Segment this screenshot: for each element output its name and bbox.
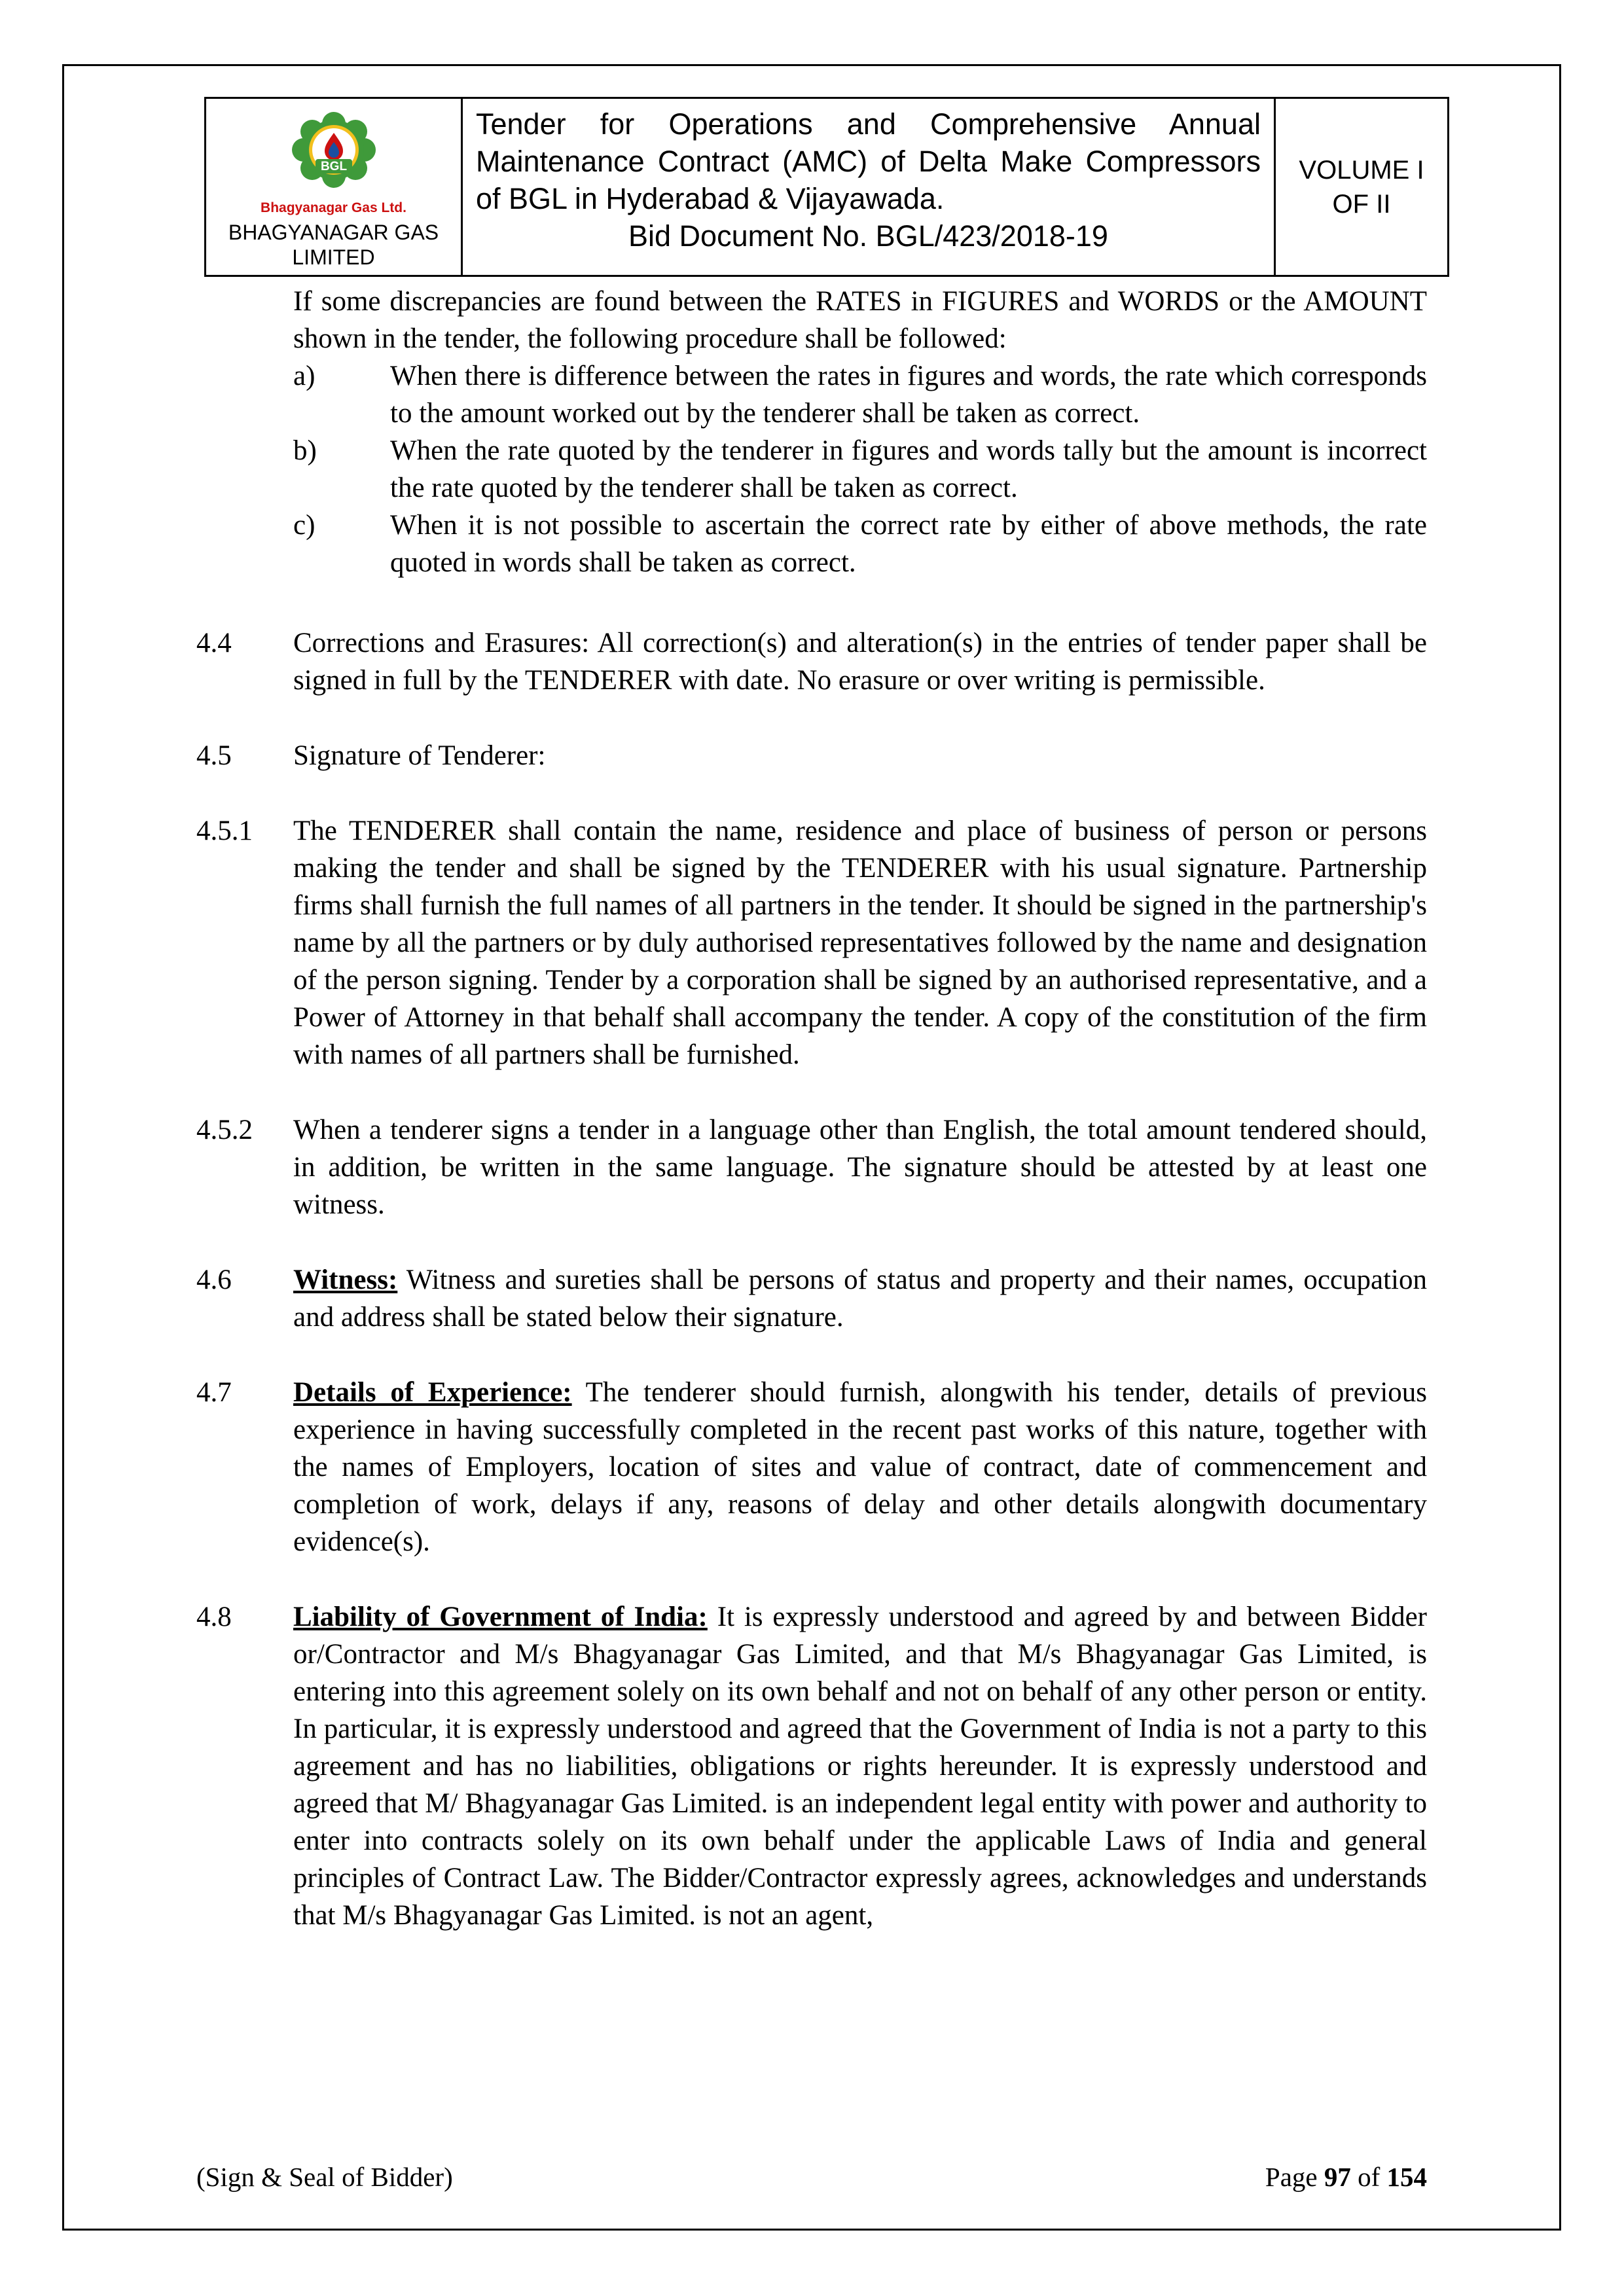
- list-item-a: [293, 357, 1427, 432]
- list-item-b: [293, 432, 1427, 507]
- section-number: 4.5.1: [196, 816, 253, 846]
- section-body: [293, 1111, 1427, 1223]
- list-item-label: c): [293, 510, 316, 541]
- intro-paragraph: If some discrepancies are found between the RATES in FIGURES and WORDS or the AMOUNT shown in the tender, the following procedure shall be followed:: [293, 286, 1427, 354]
- volume-line2: OF II: [1332, 189, 1391, 219]
- page-label: Page: [1265, 2162, 1318, 2192]
- section-text: Signature of Tenderer:: [293, 740, 546, 771]
- volume-line1: VOLUME I: [1299, 155, 1424, 185]
- sign-seal-text: (Sign & Seal of Bidder): [196, 2162, 453, 2192]
- title-cell: [463, 99, 1276, 275]
- header-table: [204, 97, 1449, 277]
- list-item-label: b): [293, 435, 317, 466]
- section-text: Witness and sureties shall be persons of status and property and their names, occupation and address shall be stated below their signature.: [293, 1265, 1427, 1333]
- section-4-7: [196, 1374, 1427, 1560]
- section-body: [293, 1261, 1427, 1336]
- page-total: 154: [1386, 2162, 1427, 2192]
- section-number: 4.7: [196, 1377, 232, 1408]
- section-4-5-2: [196, 1111, 1427, 1223]
- section-number: 4.5.2: [196, 1115, 253, 1145]
- bgl-logo-icon: [281, 104, 386, 199]
- section-text: It is expressly understood and agreed by and between Bidder or/Contractor and M/s Bhagyanagar Gas Limited, and that M/s Bhagyanagar Gas Limited, is entering into this agreement solely on its own behalf and not on behalf of any other person or entity. In particular, it is expressly understood and agreed that the Government of India is not a party to this agreement and has no liabilities, obligations or rights hereunder. It is expressly understood and agreed that M/ Bhagyanagar Gas Limited. is an independent legal entity with power and authority to enter into contracts solely on its own behalf under the applicable Laws of India and general principles of Contract Law. The Bidder/Contractor expressly agrees, acknowledges and understands that M/s Bhagyanagar Gas Limited. is not an agent,: [293, 1602, 1428, 1931]
- page-indicator: [1265, 2161, 1427, 2193]
- org-name-line2: LIMITED: [292, 245, 375, 269]
- section-text: Corrections and Erasures: All correction(s) and alteration(s) in the entries of tender paper shall be signed in full by the TENDERER with date. No erasure or over writing is permissible.: [293, 628, 1427, 696]
- list-item-c: [293, 507, 1427, 581]
- section-heading: Liability of Government of India:: [293, 1602, 708, 1632]
- section-body: [293, 1374, 1427, 1560]
- section-heading: Witness:: [293, 1265, 398, 1295]
- section-heading: Details of Experience:: [293, 1377, 572, 1408]
- section-number: 4.8: [196, 1602, 232, 1632]
- bid-document-number: Bid Document No. BGL/423/2018-19: [628, 219, 1108, 253]
- tender-title: Tender for Operations and Comprehensive Annual Maintenance Contract (AMC) of Delta Make Compressors of BGL in Hyderabad & Vijayawada.: [476, 107, 1261, 215]
- section-text: The TENDERER shall contain the name, residence and place of business of person or persons making the tender and shall be signed by the TENDERER with his usual signature. Partnership firms shall furnish the full names of all partners in the tender. It should be signed in the partnership's name by all the partners or by duly authorised representatives followed by the name and designation of the person signing. Tender by a corporation shall be signed by an authorised representative, and a Power of Attorney in that behalf shall accompany the tender. A copy of the constitution of the firm with names of all partners shall be furnished.: [293, 816, 1427, 1070]
- volume-cell: [1276, 99, 1447, 275]
- section-text: When a tenderer signs a tender in a language other than English, the total amount tendered should, in addition, be written in the same language. The signature should be attested by at least one witness.: [293, 1115, 1427, 1220]
- list-item-text: When there is difference between the rates in figures and words, the rate which corresponds to the amount worked out by the tenderer shall be taken as correct.: [390, 361, 1427, 429]
- section-text: The tenderer should furnish, alongwith his tender, details of previous experience in having successfully completed in the recent past works of this nature, together with the names of Employers, location of sites and value of contract, date of commencement and completion of work, delays if any, reasons of delay and other details alongwith documentary evidence(s).: [293, 1377, 1427, 1557]
- of-label: of: [1358, 2162, 1380, 2192]
- section-number: 4.4: [196, 628, 232, 658]
- section-body: [293, 624, 1427, 699]
- logo-cell: [206, 99, 463, 275]
- list-item-label: a): [293, 361, 316, 391]
- page-footer: [196, 2161, 1427, 2193]
- section-4-5-1: [196, 812, 1427, 1073]
- section-4-8: [196, 1598, 1427, 1934]
- document-body: [196, 283, 1427, 1934]
- section-number: 4.6: [196, 1265, 232, 1295]
- section-number: 4.5: [196, 740, 232, 771]
- section-body: [293, 737, 1427, 774]
- org-name-line1: BHAGYANAGAR GAS: [228, 221, 439, 244]
- list-item-text: When it is not possible to ascertain the correct rate by either of above methods, the rate quoted in words shall be taken as correct.: [390, 510, 1427, 578]
- page-number: 97: [1324, 2162, 1351, 2192]
- list-item-text: When the rate quoted by the tenderer in figures and words tally but the amount is incorrect the rate quoted by the tenderer shall be taken as correct.: [390, 435, 1427, 503]
- section-body: [293, 812, 1427, 1073]
- section-body: [293, 1598, 1427, 1934]
- org-name: [228, 220, 439, 270]
- section-4-6: [196, 1261, 1427, 1336]
- section-4-4: [196, 624, 1427, 699]
- logo-tagline: Bhagyanagar Gas Ltd.: [261, 200, 406, 215]
- svg-text:BGL: BGL: [320, 160, 347, 173]
- section-4-5: [196, 737, 1427, 774]
